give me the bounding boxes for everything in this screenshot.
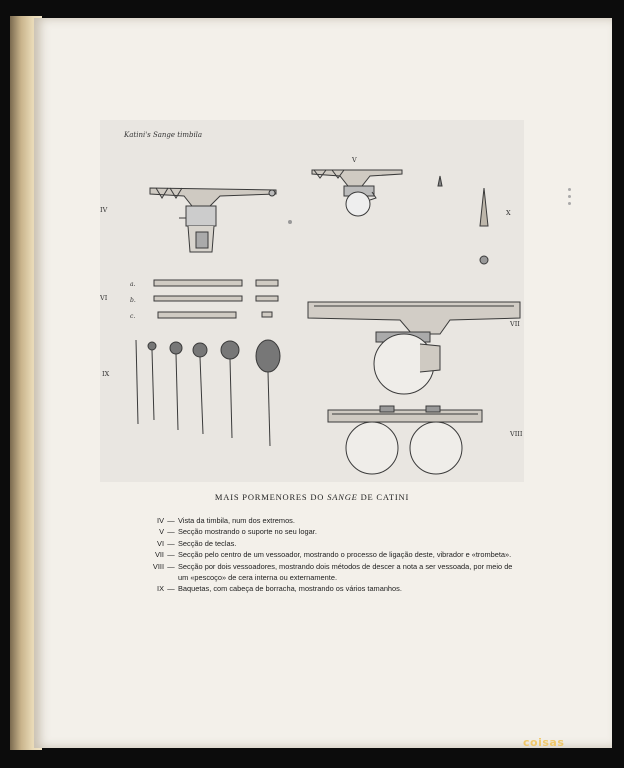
illustration-plate xyxy=(100,120,524,482)
legend-number: V xyxy=(159,527,164,537)
label-c: c. xyxy=(130,313,136,320)
label-viii: VIII xyxy=(510,430,523,438)
legend-number: VII xyxy=(154,550,164,560)
margin-marks xyxy=(568,188,571,209)
legend-dash: — xyxy=(167,550,175,560)
legend-number: IX xyxy=(157,584,164,594)
label-v: V xyxy=(352,156,357,164)
handwritten-title: Katini's Sange timbila xyxy=(124,131,203,139)
label-ix: IX xyxy=(102,370,110,378)
label-b: b. xyxy=(130,297,136,304)
legend-dash: — xyxy=(167,527,175,537)
label-iv: IV xyxy=(100,206,108,214)
legend-number: VIII xyxy=(152,561,164,571)
legend-text: Secção de teclas. xyxy=(178,538,237,548)
caption-title xyxy=(100,492,524,502)
legend-item xyxy=(142,549,522,560)
legend-item xyxy=(142,561,522,584)
label-vi: VI xyxy=(100,294,108,302)
legend-dash: — xyxy=(167,538,175,548)
legend-text: Secção por dois vessoadores, mostrando dois métodos de descer a nota a ser vessoada, por meio de um «pescoço» de cera interna ou externamente. xyxy=(178,561,513,583)
legend-list xyxy=(142,515,522,595)
legend-item xyxy=(142,583,522,594)
caption-title-suffix: DE CATINI xyxy=(360,492,410,502)
label-a: a. xyxy=(130,281,136,288)
legend-number: VI xyxy=(157,538,164,548)
legend-dash: — xyxy=(167,561,175,571)
label-x: X xyxy=(506,209,511,217)
legend-item xyxy=(142,538,522,549)
legend-text: Baquetas, com cabeça de borracha, mostrando os vários tamanhos. xyxy=(178,584,402,594)
legend-text: Secção pelo centro de um vessoador, mostrando o processo de ligação deste, vibrador e «trombeta». xyxy=(178,550,512,560)
timbila-drawing xyxy=(100,120,524,482)
watermark-logo: coisas xyxy=(523,736,565,749)
legend-text: Vista da timbila, num dos extremos. xyxy=(178,516,295,525)
legend-number: IV xyxy=(157,516,164,525)
label-vii: VII xyxy=(510,320,520,328)
legend-item xyxy=(142,515,522,526)
legend-item xyxy=(142,526,522,537)
legend-dash: — xyxy=(167,584,175,594)
legend-text: Secção mostrando o suporte no seu logar. xyxy=(178,527,317,537)
caption-title-italic: SANGE xyxy=(327,492,358,502)
caption-title-prefix: MAIS PORMENORES DO xyxy=(214,492,325,502)
legend-dash: — xyxy=(167,516,175,525)
